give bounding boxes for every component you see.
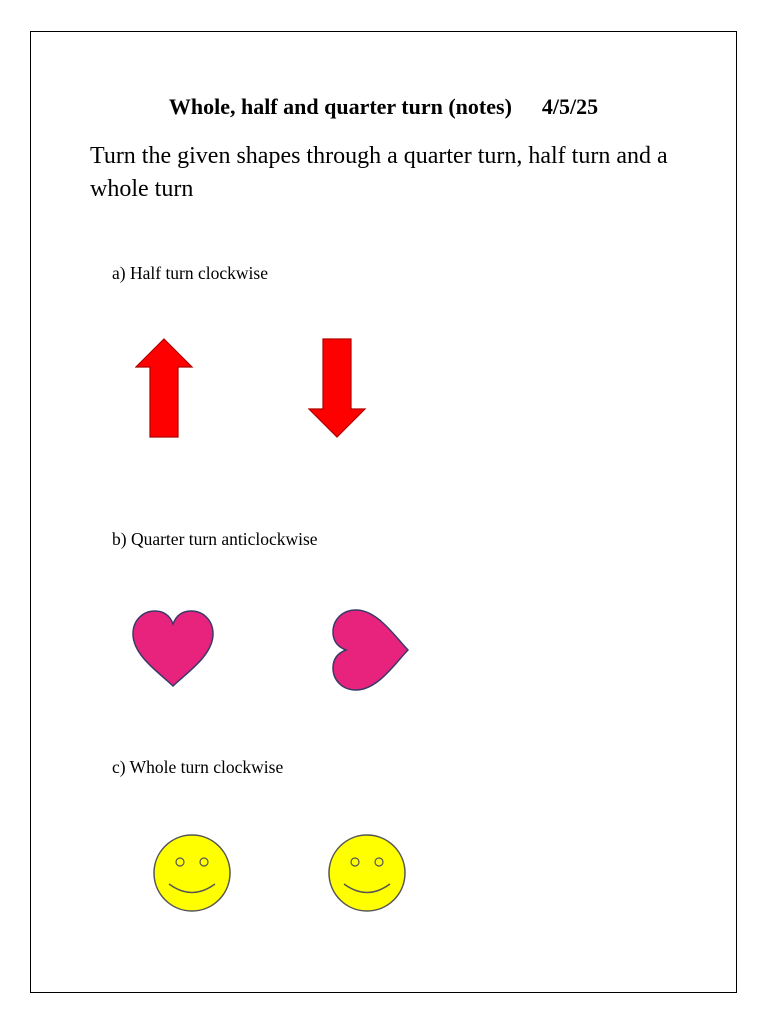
arrow-up-icon xyxy=(135,337,195,439)
heart-icon xyxy=(131,610,215,688)
section-b-label: b) Quarter turn anticlockwise xyxy=(112,529,318,549)
smiley-face-icon xyxy=(152,833,232,913)
instruction-text: Turn the given shapes through a quarter turn, half turn and a whole turn xyxy=(90,143,668,202)
page-title: Whole, half and quarter turn (notes) xyxy=(168,94,512,119)
heart-rotated-icon xyxy=(332,608,410,692)
page-date: 4/5/25 xyxy=(541,94,599,119)
page-header xyxy=(31,94,736,120)
arrow-down-icon xyxy=(308,337,368,439)
smiley-face-turned-icon xyxy=(327,833,407,913)
worksheet-page xyxy=(30,31,737,993)
section-a-label: a) Half turn clockwise xyxy=(112,263,268,283)
section-c-label: c) Whole turn clockwise xyxy=(112,757,284,777)
